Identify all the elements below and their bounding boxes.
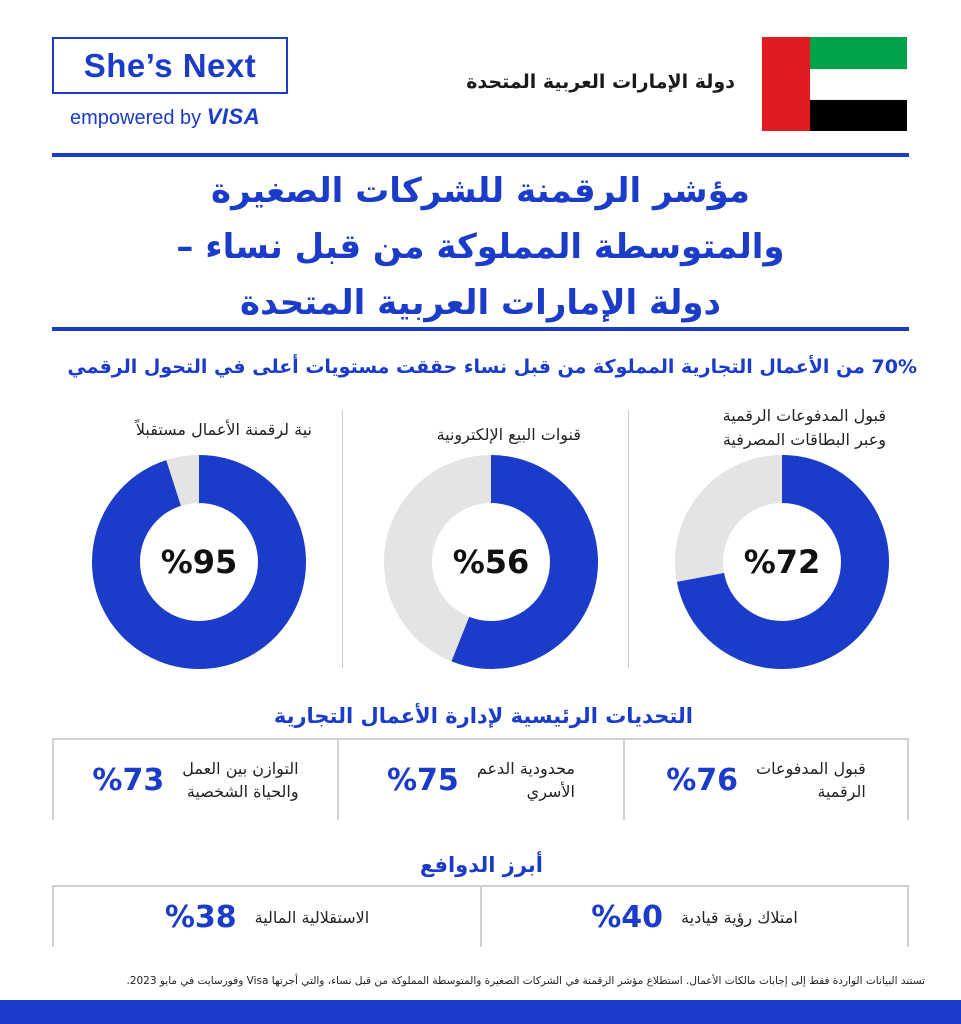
motivators-box — [52, 885, 909, 945]
visa-logo: VISA — [206, 104, 261, 129]
challenges-border-right — [907, 740, 909, 820]
challenge-work-life-pct: %73 — [92, 762, 165, 798]
donut-future-digitization-value: %95 — [160, 543, 238, 581]
country-name: دولة الإمارات العربية المتحدة — [466, 71, 735, 93]
flag-black-band — [810, 100, 907, 131]
donut-label-ecommerce-line1: قنوات البيع الإلكترونية — [436, 425, 581, 444]
donut-payments-value: %72 — [743, 543, 821, 581]
donut-label-ecommerce — [437, 423, 581, 447]
challenge-payments-line1: قبول المدفوعات — [756, 759, 866, 778]
motivator-leadership-pct: %40 — [591, 899, 664, 935]
donut-ecommerce-value: %56 — [452, 543, 530, 581]
donut-divider-right — [628, 410, 629, 668]
uae-flag-icon — [762, 37, 907, 131]
footnote: تستند البيانات الواردة فقط إلى إجابات مالكات الأعمال. استطلاع مؤشر الرقمنة في الشركات الصغيرة والمتوسطة المملوكة من قبل نساء، والتي أجرتها Visa وفورسايت في مايو 2023. — [126, 975, 925, 987]
title-line-1: مؤشر الرقمنة للشركات الصغيرة — [211, 171, 750, 211]
motivators-border-right — [907, 887, 909, 947]
motivator-item-financial-independence — [54, 887, 480, 947]
motivator-leadership-text: امتلاك رؤية قيادية — [681, 907, 798, 927]
challenge-item-work-life — [54, 740, 337, 820]
brand-logo-box — [52, 37, 288, 94]
title-line-2: والمتوسطة المملوكة من قبل نساء – — [176, 227, 785, 267]
challenge-item-family-support — [339, 740, 623, 820]
flag-white-band — [810, 69, 907, 100]
motivator-financial-independence-text: الاستقلالية المالية — [254, 907, 370, 927]
challenge-payments-text — [756, 757, 866, 803]
donut-label-payments — [723, 404, 886, 452]
challenge-work-life-line1: التوازن بين العمل — [182, 759, 299, 778]
donut-label-payments-line2: وعبر البطاقات المصرفية — [722, 430, 886, 449]
footer-bar — [0, 1000, 961, 1024]
challenge-item-payments — [625, 740, 907, 820]
donut-future-digitization — [92, 455, 306, 669]
top-divider — [52, 153, 909, 157]
donut-label-payments-line1: قبول المدفوعات الرقمية — [722, 406, 886, 425]
brand-tagline — [70, 104, 260, 130]
challenge-work-life-text — [182, 757, 298, 803]
challenge-family-support-line1: محدودية الدعم — [476, 759, 575, 778]
challenge-family-support-line2: الأسري — [526, 782, 575, 801]
flag-green-band — [810, 37, 907, 69]
challenge-family-support-text — [477, 757, 575, 803]
challenges-title: التحديات الرئيسية لإدارة الأعمال التجارية — [273, 704, 693, 728]
challenge-payments-line2: الرقمية — [817, 782, 866, 801]
donut-ecommerce — [384, 455, 598, 669]
title-divider — [52, 327, 909, 331]
donut-label-future-digitization — [136, 418, 312, 442]
challenge-work-life-line2: والحياة الشخصية — [186, 782, 299, 801]
brand-title: She’s Next — [83, 46, 257, 84]
motivators-title: أبرز الدوافع — [419, 853, 543, 877]
page-title — [52, 163, 909, 331]
motivator-financial-independence-pct: %38 — [164, 899, 237, 935]
challenge-payments-pct: %76 — [666, 762, 738, 798]
motivator-item-leadership — [482, 887, 907, 947]
donut-divider-left — [342, 410, 343, 668]
flag-red-band — [762, 37, 810, 131]
donut-label-future-digitization-line1: نية لرقمنة الأعمال مستقبلاً — [135, 420, 312, 439]
challenges-box — [52, 738, 909, 818]
brand-empowered: empowered by — [70, 107, 202, 129]
digital-transformation-subtitle: 70% من الأعمال التجارية المملوكة من قبل نساء حققت مستويات أعلى في التحول الرقمي — [67, 356, 917, 378]
challenge-family-support-pct: %75 — [387, 762, 459, 798]
title-line-3: دولة الإمارات العربية المتحدة — [240, 283, 721, 323]
donut-payments — [675, 455, 889, 669]
